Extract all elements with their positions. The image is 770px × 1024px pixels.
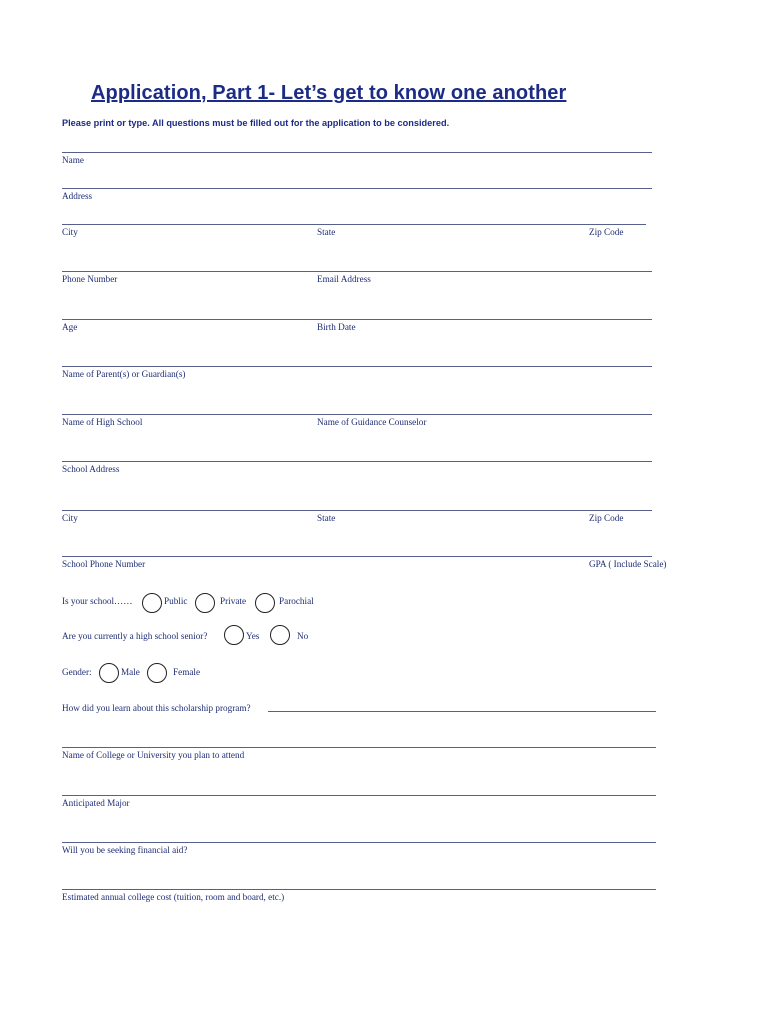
page-title: Application, Part 1- Let’s get to know one another [91, 82, 567, 104]
major-line[interactable] [62, 795, 656, 796]
college-label: Name of College or University you plan to attend [62, 750, 245, 760]
learn-question: How did you learn about this scholarship program? [62, 703, 251, 713]
age-label: Age [62, 322, 78, 332]
gender-female-label: Female [173, 667, 201, 677]
cost-label: Estimated annual college cost (tuition, room and board, etc.) [62, 892, 285, 902]
school-type-public-label: Public [164, 596, 188, 606]
zip-label: Zip Code [589, 227, 624, 237]
state-label: State [317, 227, 336, 237]
financial-aid-label: Will you be seeking financial aid? [62, 845, 188, 855]
senior-no-label: No [297, 631, 309, 641]
birth-date-label: Birth Date [317, 322, 356, 332]
financial-aid-line[interactable] [62, 842, 656, 843]
gender-male-radio[interactable] [99, 663, 119, 683]
school-type-parochial-radio[interactable] [255, 593, 275, 613]
school-zip-label: Zip Code [589, 513, 624, 523]
learn-line[interactable] [268, 711, 656, 712]
college-line[interactable] [62, 747, 656, 748]
senior-yes-radio[interactable] [224, 625, 244, 645]
city-state-zip-line[interactable] [62, 224, 646, 225]
senior-question: Are you currently a high school senior? [62, 631, 208, 641]
cost-line[interactable] [62, 889, 656, 890]
school-city-line[interactable] [62, 510, 652, 511]
school-type-parochial-label: Parochial [279, 596, 314, 606]
senior-no-radio[interactable] [270, 625, 290, 645]
school-phone-line[interactable] [62, 556, 652, 557]
senior-yes-label: Yes [246, 631, 260, 641]
school-type-private-label: Private [220, 596, 247, 606]
school-type-private-radio[interactable] [195, 593, 215, 613]
school-address-line[interactable] [62, 461, 652, 462]
school-state-label: State [317, 513, 336, 523]
name-label: Name [62, 155, 84, 165]
phone-email-line[interactable] [62, 271, 652, 272]
address-label: Address [62, 191, 93, 201]
gender-male-label: Male [121, 667, 140, 677]
parents-label: Name of Parent(s) or Guardian(s) [62, 369, 186, 379]
school-type-public-radio[interactable] [142, 593, 162, 613]
gender-question: Gender: [62, 667, 92, 677]
high-school-line[interactable] [62, 414, 652, 415]
name-line[interactable] [62, 152, 652, 153]
gender-female-radio[interactable] [147, 663, 167, 683]
email-label: Email Address [317, 274, 371, 284]
address-line[interactable] [62, 188, 652, 189]
parents-line[interactable] [62, 366, 652, 367]
instructions: Please print or type. All questions must be filled out for the application to be considered. [62, 118, 450, 128]
age-birthdate-line[interactable] [62, 319, 652, 320]
school-type-question: Is your school…… [62, 596, 133, 606]
school-city-label: City [62, 513, 78, 523]
major-label: Anticipated Major [62, 798, 130, 808]
school-address-label: School Address [62, 464, 120, 474]
school-phone-label: School Phone Number [62, 559, 146, 569]
gpa-label: GPA ( Include Scale) [589, 559, 667, 569]
high-school-label: Name of High School [62, 417, 143, 427]
phone-label: Phone Number [62, 274, 118, 284]
counselor-label: Name of Guidance Counselor [317, 417, 427, 427]
city-label: City [62, 227, 78, 237]
